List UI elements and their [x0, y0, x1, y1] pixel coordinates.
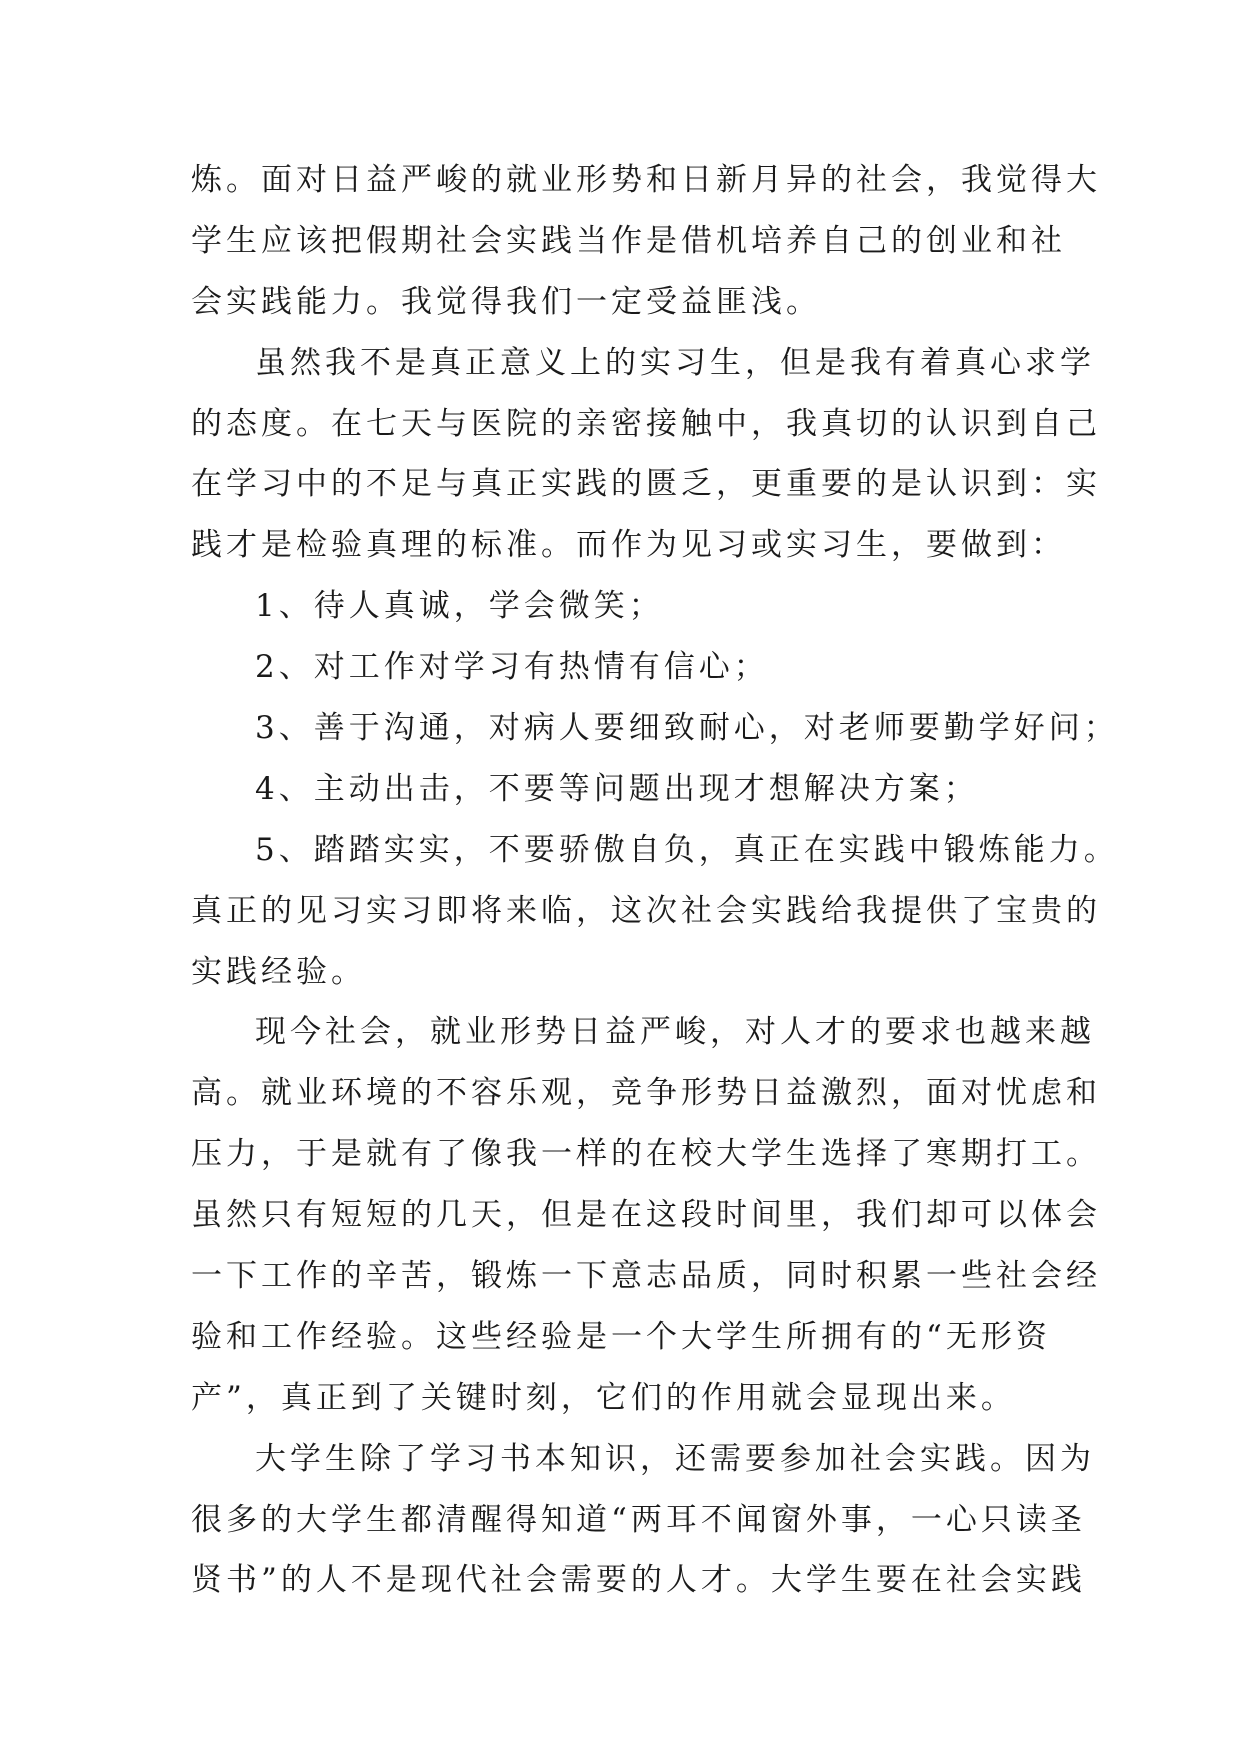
- list-item: 2、对工作对学习有热情有信心；: [255, 649, 769, 686]
- list-item: 4、主动出击，不要等问题出现才想解决方案；: [255, 770, 979, 807]
- text-line: 践才是检验真理的标准。而作为见习或实习生，要做到：: [191, 527, 1066, 564]
- text-line: 一下工作的辛苦，锻炼一下意志品质，同时积累一些社会经: [191, 1258, 1101, 1295]
- paragraph-start-line: 现今社会，就业形势日益严峻，对人才的要求也越来越: [255, 1014, 1095, 1051]
- text-line: 炼。面对日益严峻的就业形势和日新月异的社会，我觉得大: [191, 162, 1101, 198]
- text-line: 验和工作经验。这些经验是一个大学生所拥有的“无形资: [191, 1318, 1051, 1355]
- paragraph-start-line: 虽然我不是真正意义上的实习生，但是我有着真心求学: [255, 344, 1095, 381]
- text-line: 压力，于是就有了像我一样的在校大学生选择了寒期打工。: [191, 1136, 1101, 1173]
- text-line: 在学习中的不足与真正实践的匮乏，更重要的是认识到：实: [191, 466, 1101, 503]
- text-line: 虽然只有短短的几天，但是在这段时间里，我们却可以体会: [191, 1197, 1101, 1234]
- text-line: 很多的大学生都清醒得知道“两耳不闻窗外事，一心只读圣: [191, 1501, 1086, 1538]
- text-line: 学生应该把假期社会实践当作是借机培养自己的创业和社: [191, 222, 1066, 259]
- text-line: 的态度。在七天与医院的亲密接触中，我真切的认识到自己: [191, 405, 1101, 442]
- text-line: 会实践能力。我觉得我们一定受益匪浅。: [191, 283, 821, 320]
- list-item: 3、善于沟通，对病人要细致耐心，对老师要勤学好问；: [255, 710, 1119, 747]
- list-item: 1、待人真诚，学会微笑；: [255, 588, 664, 625]
- text-line: 高。就业环境的不容乐观，竞争形势日益激烈，面对忧虑和: [191, 1075, 1101, 1112]
- text-line: 实践经验。: [191, 953, 366, 990]
- text-line: 产”，真正到了关键时刻，它们的作用就会显现出来。: [191, 1379, 1016, 1416]
- text-line: 真正的见习实习即将来临，这次社会实践给我提供了宝贵的: [191, 892, 1101, 929]
- document-body: [191, 150, 1119, 1611]
- paragraph-start-line: 大学生除了学习书本知识，还需要参加社会实践。因为: [255, 1440, 1095, 1477]
- text-line: 贤书”的人不是现代社会需要的人才。大学生要在社会实践: [191, 1562, 1086, 1599]
- list-item: 5、踏踏实实，不要骄傲自负，真正在实践中锻炼能力。: [255, 831, 1119, 868]
